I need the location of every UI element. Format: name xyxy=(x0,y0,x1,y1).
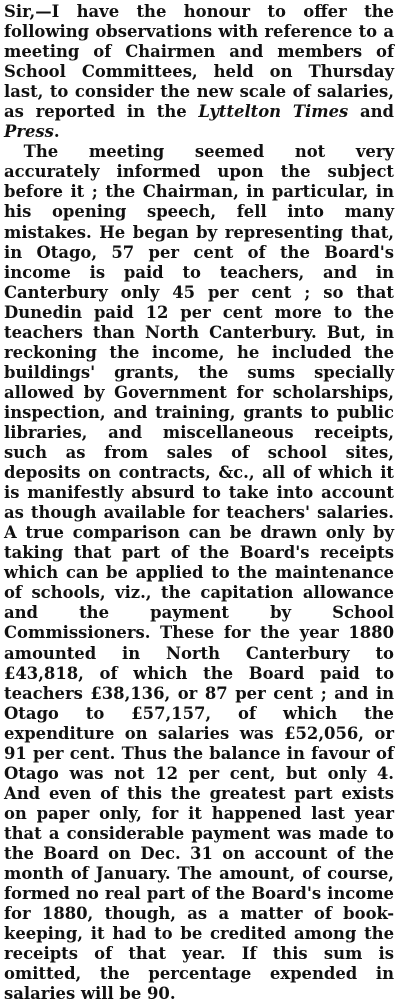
text-run: . xyxy=(53,122,60,142)
newspaper-title-lyttelton-times: Lyttelton Times xyxy=(198,102,349,122)
text-run: and xyxy=(348,102,394,122)
newspaper-title-press: Press xyxy=(4,122,54,142)
letter-paragraph-body xyxy=(4,142,394,1004)
letter-paragraph-opening xyxy=(4,2,394,142)
text-run: The meeting seemed not very accurately informed upon the subject before it ; the Chairman, in particular, in his opening speech, fell into many mistakes. He began by representing that, in Otago, 57 per cent of the Board's income is paid to teachers, and in Canterbury only 45 per cent ; so that Dunedin paid 12 per cent more to the teachers than North Canterbury. But, in reckoning the income, he included the buildings' grants, the sums specially allowed by Government for scholarships, inspection, and training, grants to public libraries, and miscellaneous receipts, such as from sales of school sites, deposits on contracts, &c., all of which it is manifestly absurd to take into account as though available for teachers' salaries. A true comparison can be drawn only by taking that part of the Board's receipts which can be applied to the maintenance of schools, viz., the capitation allowance and the payment by School Commissioners. These for the year 1880 amounted in North Canterbury to £43,818, of which the Board paid to teachers £38,136, or 87 per cent ; and in Otago to £57,157, of which the expenditure on salaries was £52,056, or 91 per cent. Thus the balance in favour of Otago was not 12 per cent, but only 4. And even of this the greatest part exists on paper only, for it happened last year that a considerable payment was made to the Board on Dec. 31 on account of the month of January. The amount, of course, formed no real part of the Board's income for 1880, though, as a matter of book-keeping, it had to be credited among the receipts of that year. If this sum is omitted, the percentage expended in salaries will be 90. xyxy=(4,142,394,1004)
text-run: Sir,—I have the honour to offer the following observations with reference to a meeting of Chairmen and members of School Committees, held on Thursday last, to consider the new scale of salaries, as reported in the xyxy=(4,2,394,122)
